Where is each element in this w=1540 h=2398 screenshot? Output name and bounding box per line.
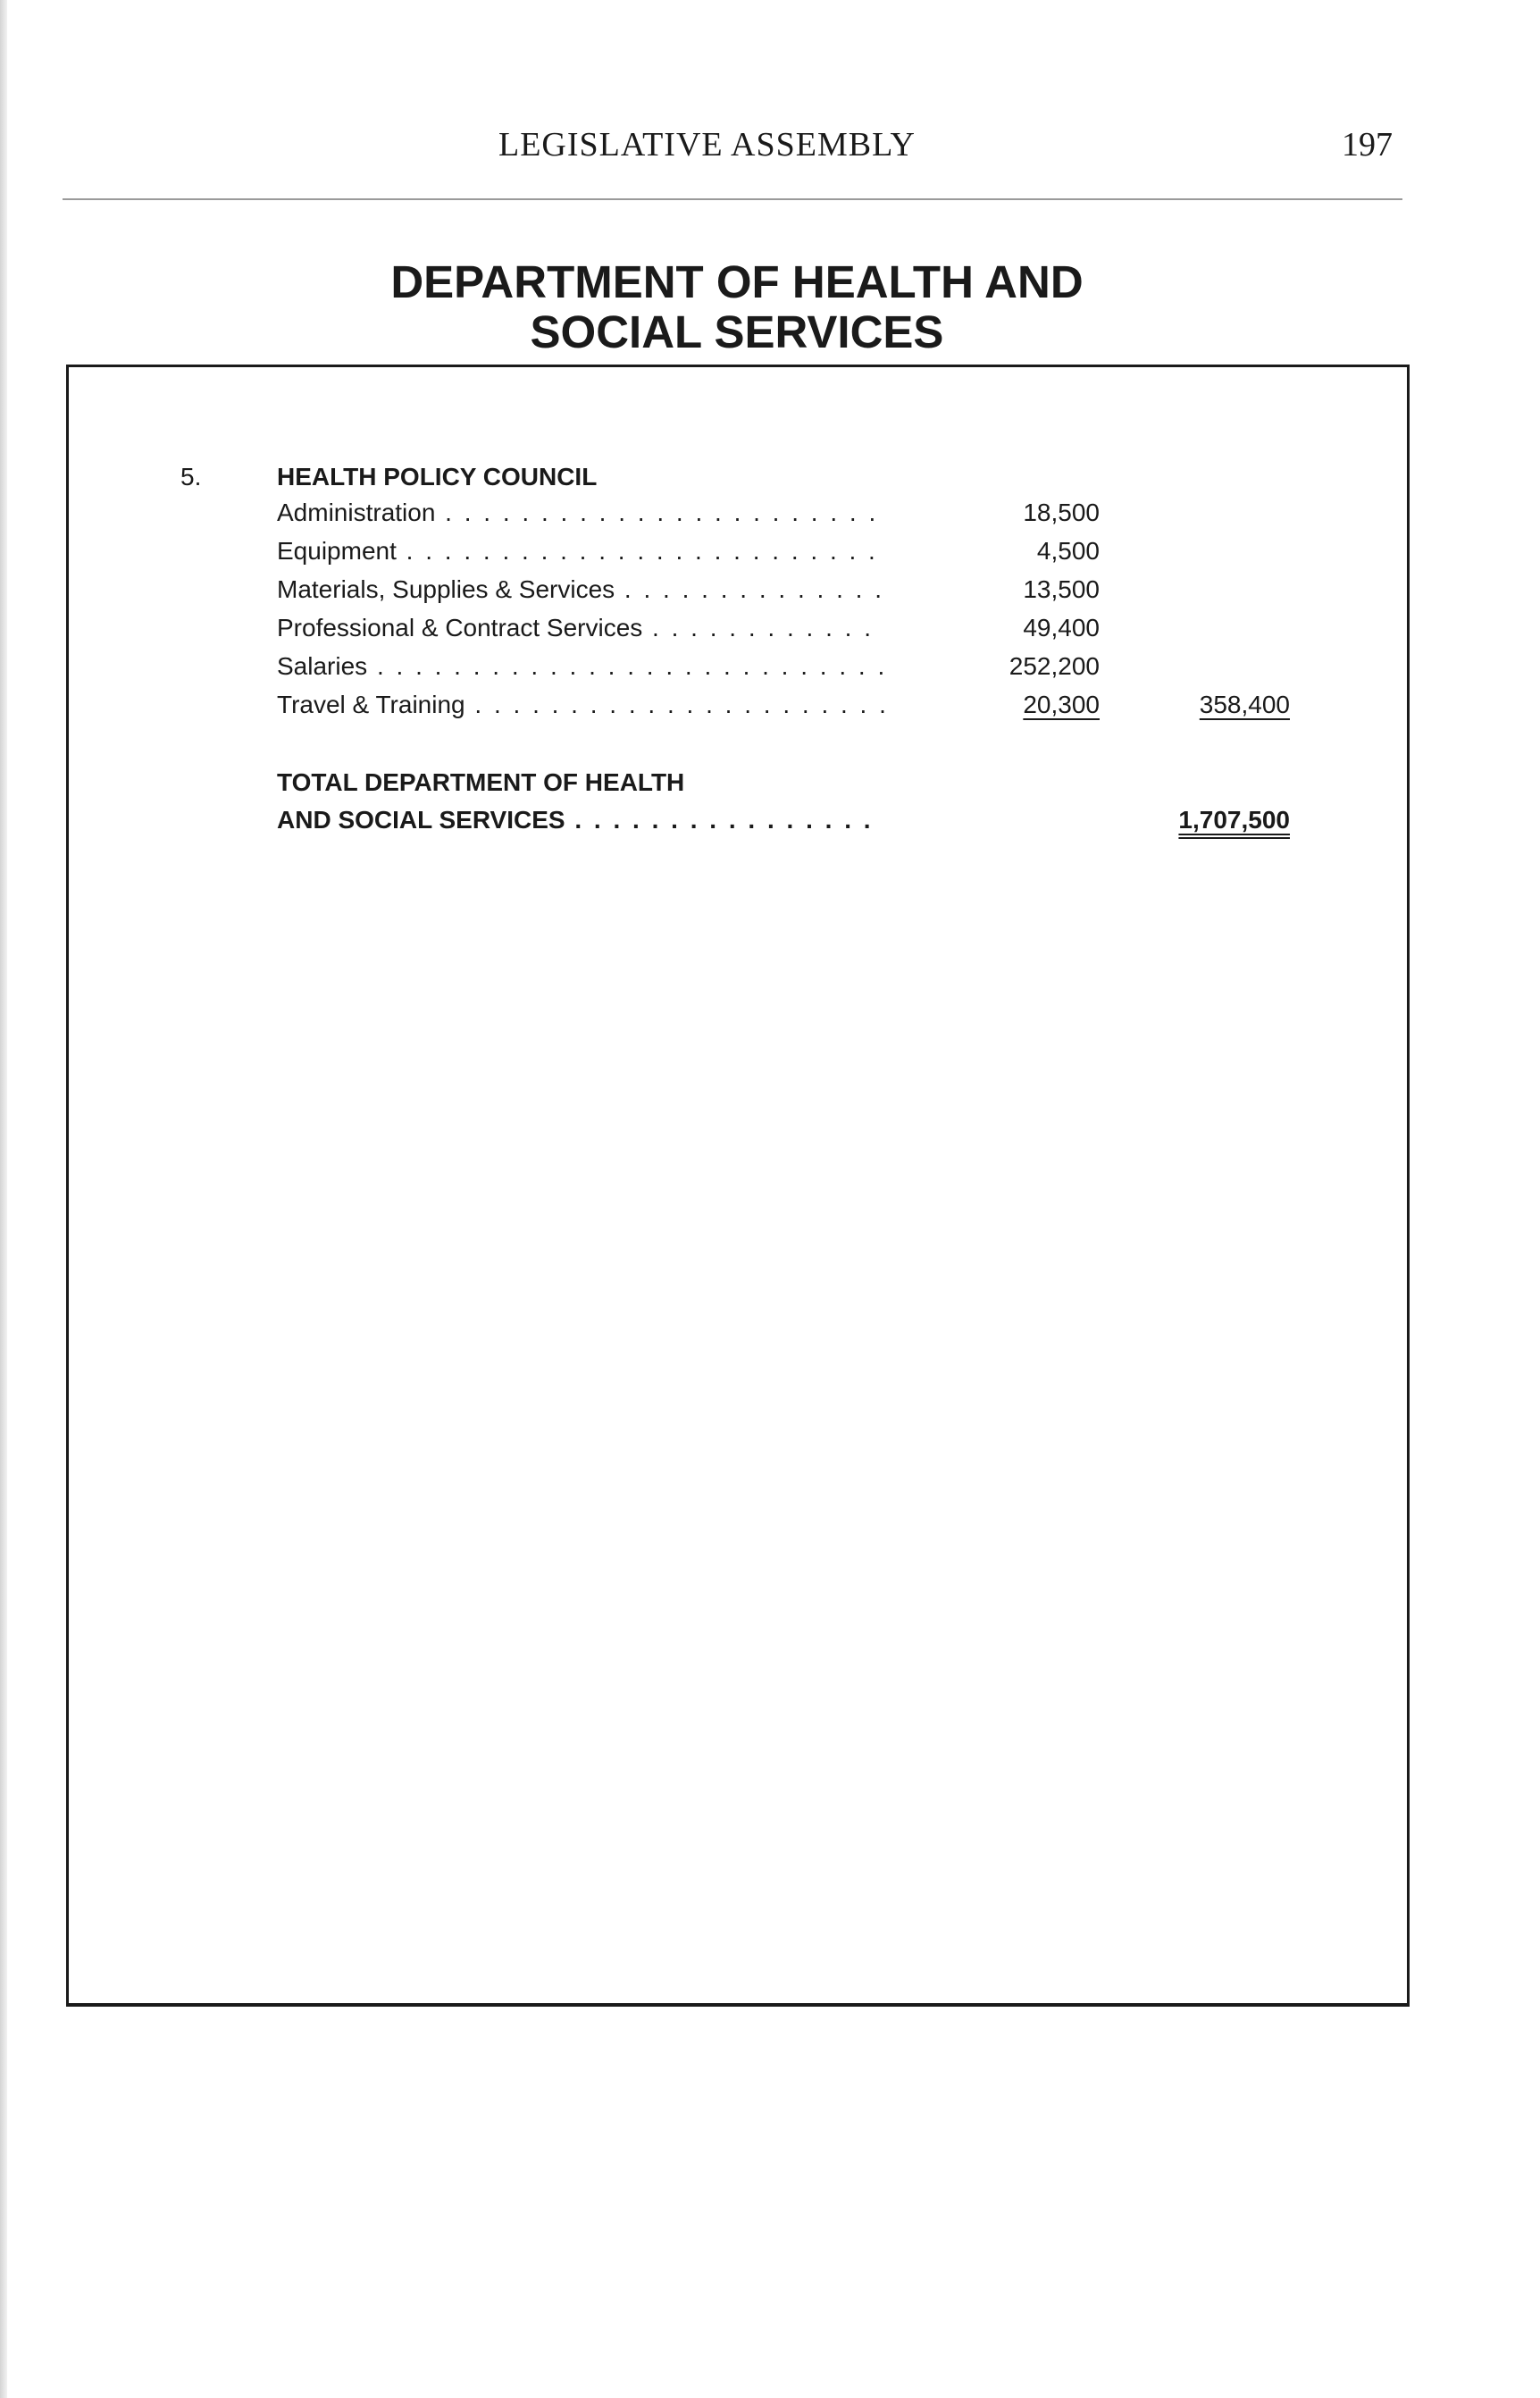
line-item [277,537,1290,573]
page-number: 197 [1342,126,1393,164]
section-title: HEALTH POLICY COUNCIL [277,463,598,490]
line-item [277,614,1290,650]
line-item-label: Professional & Contract Services . . . [277,614,884,642]
department-title-line-2: SOCIAL SERVICES [530,306,944,357]
running-head: LEGISLATIVE ASSEMBLY [498,126,916,164]
line-item-label: Travel & Training . . . [277,691,884,719]
line-item-amount: 13,500 [1023,575,1100,603]
line-item-amount: 4,500 [1036,537,1100,565]
section-number: 5. [180,463,202,490]
total-row [277,806,1290,842]
line-item-label: Administration . . . [277,499,884,527]
department-title [277,257,1197,357]
line-item-amount: 49,400 [1023,614,1100,641]
line-item [277,691,1290,726]
page-edge-shadow [0,0,7,2398]
line-item-label: Materials, Supplies & Services . . . [277,575,884,604]
line-item [277,499,1290,534]
line-item-amount: 252,200 [1009,652,1100,680]
line-item-amount: 18,500 [1023,499,1100,526]
line-item-amount: 20,300 [1023,691,1100,718]
section-subtotal: 358,400 [1199,691,1290,718]
total-label-line-2: AND SOCIAL SERVICES . . . [277,806,884,834]
department-total-amount: 1,707,500 [1178,806,1290,834]
line-item-label: Equipment . . . [277,537,884,566]
line-item [277,575,1290,611]
header-rule [63,198,1402,200]
line-item [277,652,1290,688]
department-title-line-1: DEPARTMENT OF HEALTH AND [390,256,1084,307]
line-item-label: Salaries . . . [277,652,884,681]
total-label-line-1: TOTAL DEPARTMENT OF HEALTH [277,768,685,796]
